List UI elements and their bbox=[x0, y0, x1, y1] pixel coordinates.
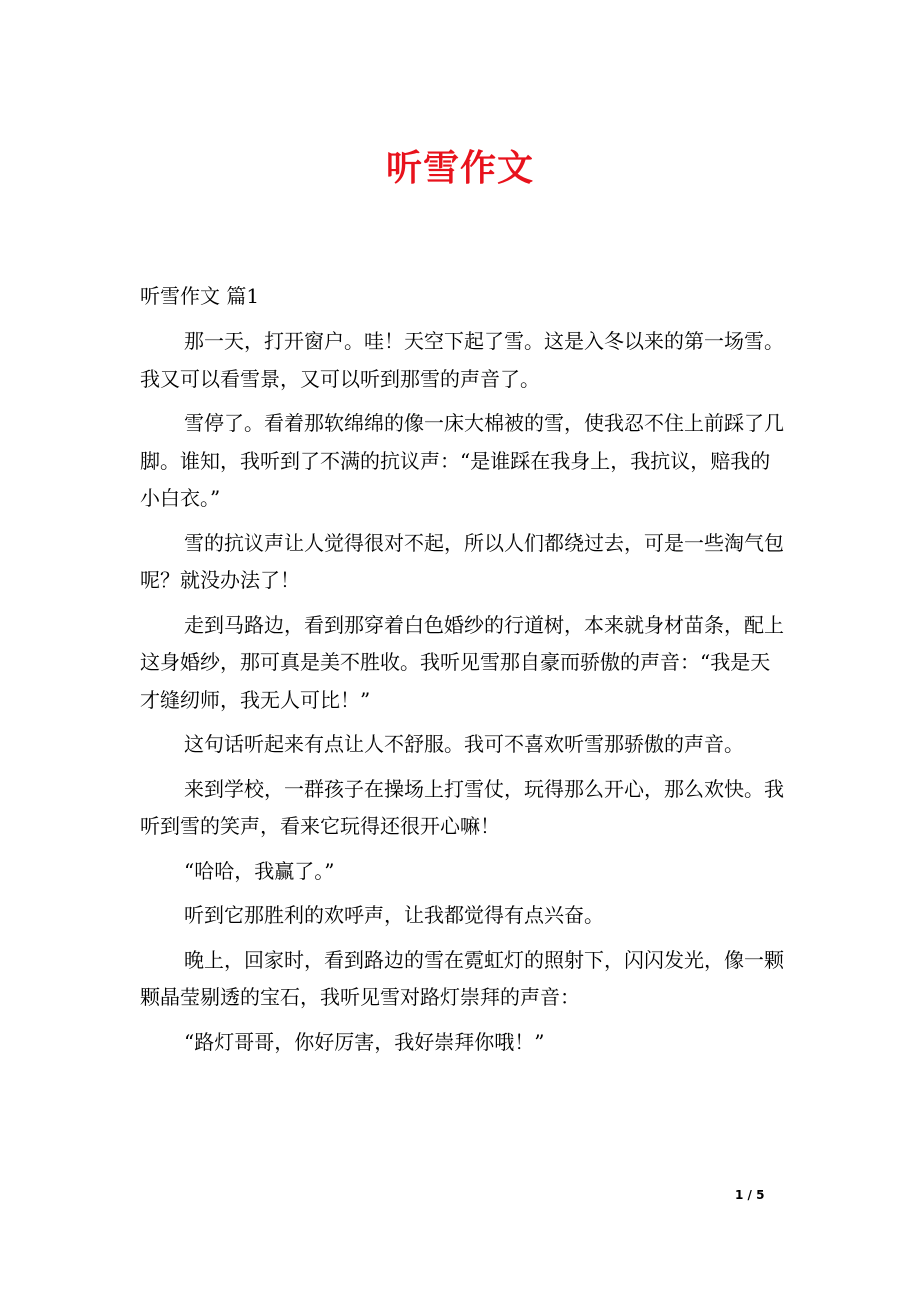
paragraph: 听到它那胜利的欢呼声，让我都觉得有点兴奋。 bbox=[184, 903, 604, 927]
paragraph: 雪停了。看着那软绵绵的像一床大棉被的雪，使我忍不住上前踩了几脚。谁知，我听到了不满的抗议声：“是谁踩在我身上，我抗议，赔我的小白衣。” bbox=[140, 411, 784, 510]
paragraph: 走到马路边，看到那穿着白色婚纱的行道树，本来就身材苗条，配上这身婚纱，那可真是美不胜收。我听见雪那自豪而骄傲的声音：“我是天才缝纫师，我无人可比！” bbox=[140, 612, 784, 712]
paragraph: 晚上，回家时，看到路边的雪在霓虹灯的照射下，闪闪发光，像一颗颗晶莹剔透的宝石，我听见雪对路灯崇拜的声音： bbox=[140, 947, 784, 1009]
paragraph: “路灯哥哥，你好厉害，我好崇拜你哦！” bbox=[184, 1029, 545, 1054]
paragraph: 来到学校，一群孩子在操场上打雪仗，玩得那么开心，那么欢快。我听到雪的笑声，看来它玩得还很开心嘛！ bbox=[140, 776, 784, 838]
paragraph: 雪的抗议声让人觉得很对不起，所以人们都绕过去，可是一些淘气包呢？就没办法了！ bbox=[140, 530, 784, 592]
page-title: 听雪作文 bbox=[385, 147, 534, 189]
paragraph: “哈哈，我赢了。” bbox=[184, 858, 335, 883]
page-number: 1 / 5 bbox=[735, 1188, 765, 1202]
paragraph: 这句话听起来有点让人不舒服。我可不喜欢听雪那骄傲的声音。 bbox=[184, 732, 744, 756]
section-heading: 听雪作文 篇1 bbox=[140, 284, 260, 308]
article-body bbox=[140, 323, 784, 1068]
paragraph: 那一天，打开窗户。哇！天空下起了雪。这是入冬以来的第一场雪。我又可以看雪景，又可以听到那雪的声音了。 bbox=[140, 329, 784, 391]
